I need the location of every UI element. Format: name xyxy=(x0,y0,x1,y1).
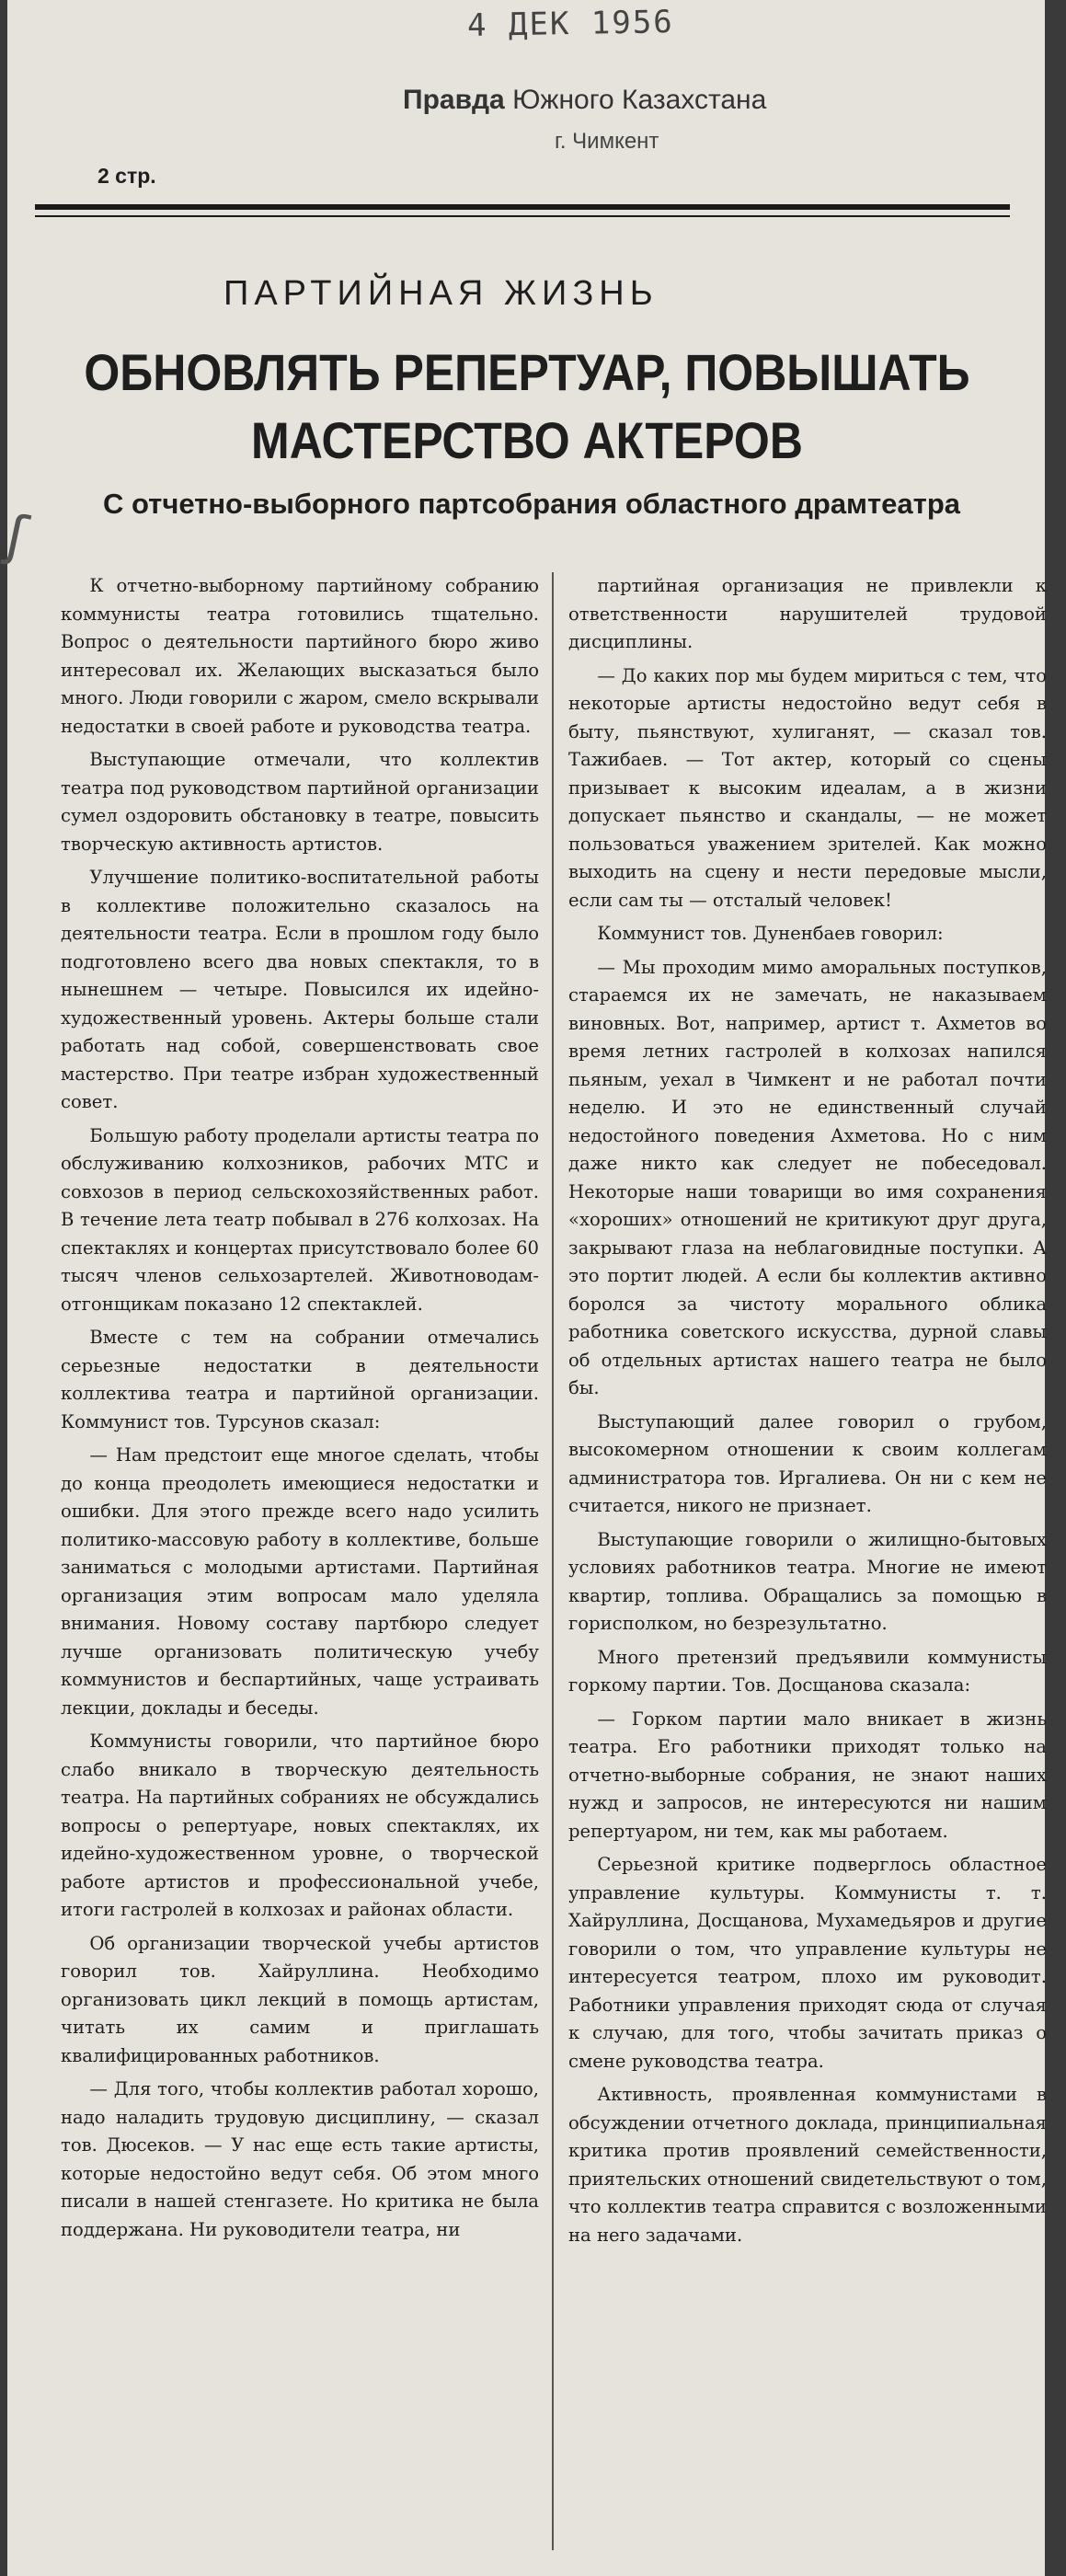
paragraph: — До каких пор мы будем мириться с тем, что некоторые артисты недостойно ведут себя в быту, пьянствуют, хулиганят, — сказал тов. Тажибаев. — Тот актер, который со сцены призывает к высоким идеалам, а в жизни допускает пьянство и скандалы, — не может пользоваться уважением зрителей. Как можно выходить на сцену и нести передовые мысли, если сам ты — отсталый человек! xyxy=(568,664,1047,911)
top-rule-thin xyxy=(35,215,1010,217)
paragraph: Большую работу проделали артисты театра по обслуживанию колхозников, рабочих МТС и совхозов в период сельскохозяйственных работ. В течение лета театр побывал в 276 колхозах. На спектаклях и концертах присутствовало более 60 тысяч членов сельхозартелей. Животноводам-отгонщикам показано 12 спектаклей. xyxy=(61,1124,539,1315)
paragraph: Коммунист тов. Дуненбаев говорил: xyxy=(597,923,944,944)
paragraph: Активность, проявленная коммунистами в обсуждении отчетного доклада, принципиальная критика против проявлений семейственности, приятельских отношений свидетельствуют о том, что коллектив театра справится с возложенными на него задачами. xyxy=(568,2084,1047,2246)
section-title: ПАРТИЙНАЯ ЖИЗНЬ xyxy=(224,274,659,313)
paragraph: Коммунисты говорили, что партийное бюро слабо вникало в творческую деятельность театра. На партийных собраниях не обсуждались вопросы о репертуаре, новых спектаклях, их идейно-художественном уровне, о творческой работе артистов и профессиональной учебе, итоги гастролей в колхозах и районах области. xyxy=(61,1731,539,1920)
paragraph: К отчетно-выборному партийному собранию коммунисты театра готовились тщательно. Вопрос о деятельности партийного бюро живо интересовал их. Желающих высказаться было много. Люди говорили с жаром, смело вскрывали недостатки в своей работе и руководства театра. xyxy=(61,575,539,737)
paragraph: — Горком партии мало вникает в жизнь театра. Его работники приходят только на отчетно-выборные собрания, не знают наших нужд и запросов, не интересуются ни нашим репертуаром, ни тем, как мы работаем. xyxy=(568,1708,1047,1842)
left-column xyxy=(61,572,539,2249)
publication-stamp xyxy=(403,85,766,116)
paragraph: Об организации творческой учебы артистов говорил тов. Хайруллина. Необходимо организовать цикл лекций в помощь артистам, читать их самим и приглашать квалифицированных работников. xyxy=(61,1932,539,2066)
paragraph: партийная организация не привлекли к ответственности нарушителей трудовой дисциплины. xyxy=(568,575,1047,652)
city-stamp: г. Чимкент xyxy=(555,129,659,154)
paragraph: Вместе с тем на собрании отмечались серьезные недостатки в деятельности коллектива театра и партийной организации. Коммунист тов. Турсунов сказал: xyxy=(61,1327,539,1432)
right-column xyxy=(568,572,1047,2255)
paragraph: — Нам предстоит еще многое сделать, чтобы до конца преодолеть имеющиеся недостатки и ошибки. Для этого прежде всего надо усилить политико-массовую работу в коллективе, больше заниматься с молодыми артистами. Партийная организация этим вопросам мало уделяла внимания. Новому составу партбюро следует лучше организовать политическую учебу коммунистов и беспартийных, чаще устраивать лекции, доклады и беседы. xyxy=(61,1444,539,1719)
paragraph: Много претензий предъявили коммунисты горкому партии. Тов. Досщанова сказала: xyxy=(568,1646,1047,1696)
top-rule-thick xyxy=(35,204,1010,210)
paragraph: — Для того, чтобы коллектив работал хорошо, надо наладить трудовую дисциплину, — сказал тов. Дюсеков. — У нас еще есть такие артисты, которые недостойно ведут себя. Об этом много писали в нашей стенгазете. Но критика не была поддержана. Ни руководители театра, ни xyxy=(61,2078,539,2240)
date-stamp: 4 ДЕК 1956 xyxy=(466,4,675,44)
paragraph: — Мы проходим мимо аморальных поступков, стараемся их не замечать, не наказываем виновных. Вот, например, артист т. Ахметов во время летних гастролей в колхозах напился пьяным, уехал в Чимкент и не работал почти неделю. И это не единственный случай недостойного поведения Ахметова. Но с ним даже никто как следует не побеседовал. Некоторые наши товарищи во имя сохранения «хороших» отношений не критикуют друг друга, закрывают глаза на неблаговидные поступки. А это портит людей. А если бы коллектив активно боролся за чистоту морального облика работника советского искусства, дурной славы об отдельных артистах нашего театра не было бы. xyxy=(568,956,1047,1398)
paragraph: Улучшение политико-воспитательной работы в коллективе положительно сказалось на деятельности театра. Если в прошлом году было подготовлено всего два новых спектакля, то в нынешнем — четыре. Повысился их идейно-художественный уровень. Актеры больше стали работать над собой, совершенствовать свое мастерство. При театре избран художественный совет. xyxy=(61,867,539,1112)
paragraph: Серьезной критике подверглось областное управление культуры. Коммунисты т. т. Хайруллина, Досщанова, Мухамедьяров и другие говорили о том, что управление культуры не интересуется театром, плохо им руководит. Работники управления приходят сюда от случая к случаю, для того, чтобы зачитать приказ о смене руководства театра. xyxy=(568,1854,1047,2072)
publication-name-bold: Правда xyxy=(403,85,505,115)
paragraph: Выступающие говорили о жилищно-бытовых условиях работников театра. Многие не имеют квартир, топлива. Обращались за помощью в горисполком, но безрезультатно. xyxy=(568,1528,1047,1634)
subheadline: С отчетно-выборного партсобрания областного драмтеатра xyxy=(102,488,961,520)
publication-name-rest: Южного Казахстана xyxy=(504,85,767,115)
headline-line-2: МАСТЕРСТВО АКТЕРОВ xyxy=(251,411,803,470)
page-number: 2 стр. xyxy=(97,164,156,188)
headline xyxy=(44,339,1010,475)
headline-line-1: ОБНОВЛЯТЬ РЕПЕРТУАР, ПОВЫШАТЬ xyxy=(84,343,970,402)
paragraph: Выступающие отмечали, что коллектив театра под руководством партийной организации сумел оздоровить обстановку в театре, повысить творческую активность артистов. xyxy=(61,749,539,855)
paragraph: Выступающий далее говорил о грубом, высокомерном отношении к своим коллегам администратора тов. Иргалиева. Он ни с кем не считается, никого не признает. xyxy=(568,1410,1047,1516)
column-divider xyxy=(552,572,554,2550)
pencil-mark: ʃ xyxy=(0,502,33,570)
